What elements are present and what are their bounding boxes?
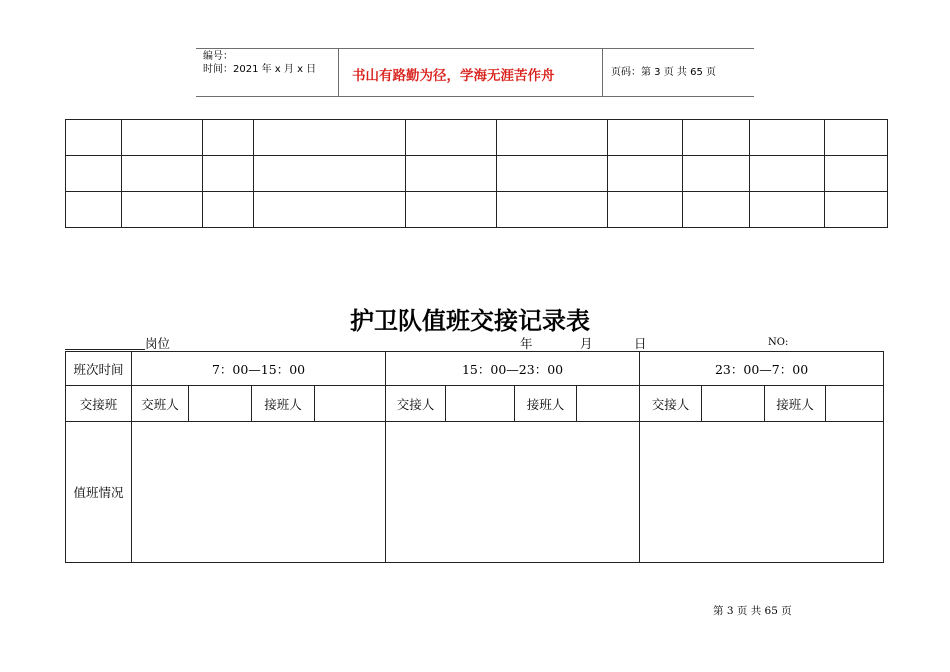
shift-2-time: 15：00—23：00 [386, 352, 640, 386]
year-label: 年 [520, 336, 533, 351]
blank-cell [825, 192, 888, 228]
shift-3-handover-label: 交接人 [640, 386, 702, 422]
shift-2-takeover-field[interactable] [577, 386, 640, 422]
shift-1-takeover-field[interactable] [315, 386, 386, 422]
shift-2-handover-field[interactable] [446, 386, 515, 422]
blank-cell [497, 192, 608, 228]
blank-cell [66, 120, 122, 156]
shift-2-status-field[interactable] [386, 422, 640, 563]
blank-cell [406, 192, 497, 228]
blank-cell [683, 192, 750, 228]
table-row [66, 156, 888, 192]
header-divider-right [602, 48, 603, 97]
post-label: 岗位 [145, 336, 171, 351]
table-row [66, 120, 888, 156]
blank-cell [750, 120, 825, 156]
blank-cell [608, 156, 683, 192]
table-row [66, 192, 888, 228]
handover-table [65, 351, 884, 563]
shift-2-handover-label: 交接人 [386, 386, 446, 422]
header-page-code: 页码：第 3 页 共 65 页 [611, 67, 716, 78]
blank-cell [203, 156, 254, 192]
blank-cell [683, 120, 750, 156]
blank-cell [254, 156, 406, 192]
no-label: NO: [768, 337, 789, 348]
form-title: 护卫队值班交接记录表 [350, 307, 590, 335]
shift-3-takeover-field[interactable] [826, 386, 884, 422]
table-row [66, 352, 884, 386]
header-bottom-rule [196, 96, 754, 97]
blank-cell [254, 192, 406, 228]
blank-cell [203, 192, 254, 228]
table-row [66, 422, 884, 563]
blank-cell [750, 192, 825, 228]
blank-cell [122, 156, 203, 192]
blank-cell [406, 120, 497, 156]
page-footer: 第 3 页 共 65 页 [713, 605, 792, 617]
header-top-rule [196, 48, 754, 49]
blank-cell [254, 120, 406, 156]
month-label: 月 [580, 336, 593, 351]
post-underline [65, 349, 145, 350]
blank-cell [497, 156, 608, 192]
header-number-label: 编号： [203, 51, 233, 62]
blank-cell [66, 156, 122, 192]
blank-cell [497, 120, 608, 156]
blank-cell [825, 120, 888, 156]
shift-1-takeover-label: 接班人 [252, 386, 315, 422]
blank-cell [122, 120, 203, 156]
day-label: 日 [634, 336, 647, 351]
header-divider-left [338, 48, 339, 97]
blank-cell [608, 192, 683, 228]
shift-3-time: 23：00—7：00 [640, 352, 884, 386]
blank-cell [608, 120, 683, 156]
row-label-shift-time: 班次时间 [66, 352, 132, 386]
shift-3-takeover-label: 接班人 [765, 386, 826, 422]
blank-cell [66, 192, 122, 228]
row-label-handover: 交接班 [66, 386, 132, 422]
blank-grid-table [65, 119, 888, 228]
shift-1-time: 7：00—15：00 [132, 352, 386, 386]
header-time-label: 时间：2021 年 x 月 x 日 [203, 64, 317, 75]
shift-1-handover-label: 交班人 [132, 386, 189, 422]
shift-3-status-field[interactable] [640, 422, 884, 563]
blank-cell [122, 192, 203, 228]
blank-cell [825, 156, 888, 192]
table-row [66, 386, 884, 422]
shift-1-handover-field[interactable] [189, 386, 252, 422]
row-label-duty-status: 值班情况 [66, 422, 132, 563]
header-motto: 书山有路勤为径，学海无涯苦作舟 [352, 68, 555, 84]
blank-cell [406, 156, 497, 192]
shift-2-takeover-label: 接班人 [515, 386, 577, 422]
blank-cell [750, 156, 825, 192]
shift-1-status-field[interactable] [132, 422, 386, 563]
blank-cell [683, 156, 750, 192]
shift-3-handover-field[interactable] [702, 386, 765, 422]
blank-cell [203, 120, 254, 156]
